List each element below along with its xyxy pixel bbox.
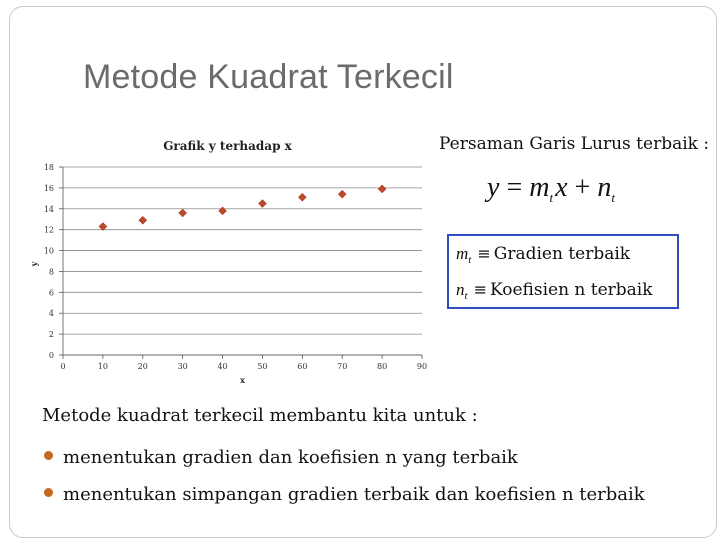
y-tick-label: 16 [43,183,54,193]
chart-title: Grafik y terhadap x [163,139,292,153]
definition-coefficient [456,280,653,302]
equation-heading: Persaman Garis Lurus terbaik : [439,134,710,154]
body-intro: Metode kuadrat terkecil membantu kita untuk : [42,405,478,426]
definition-box [447,234,679,309]
x-tick-label: 40 [217,362,228,371]
data-point [139,216,147,224]
equiv-symbol: ≡ [473,280,487,299]
data-point [378,185,386,193]
x-tick-label: 30 [177,362,188,371]
data-point [298,193,306,201]
def-symbol: $n_t$ [456,280,468,302]
bullet-item: menentukan gradien dan koefisien n yang terbaik [44,447,518,468]
y-tick-label: 2 [48,330,54,340]
data-point [179,209,187,217]
y-tick-label: 0 [48,351,54,360]
eq-m-sub: t [549,190,554,205]
def-symbol: $m_t$ [456,244,472,266]
x-tick-label: 0 [60,362,66,371]
eq-plus: + [574,172,591,203]
eq-y: y [487,172,500,203]
y-tick-label: 14 [43,204,54,214]
x-tick-label: 10 [97,362,108,371]
eq-n: n [597,172,612,203]
x-tick-label: 90 [416,362,428,371]
slide-title: Metode Kuadrat Terkecil [83,58,454,96]
scatter-chart [22,130,442,395]
bullet-dot-icon [44,488,53,497]
y-tick-label: 10 [43,246,54,256]
data-point [258,200,266,208]
bullet-item: menentukan simpangan gradien terbaik dan koefisien n terbaik [44,484,645,505]
def-text: Gradien terbaik [493,244,631,264]
x-tick-label: 60 [297,362,308,371]
data-point [219,207,227,215]
y-tick-label: 6 [48,288,54,298]
chart-svg [22,130,442,395]
eq-equals: = [506,172,523,203]
eq-m: m [529,172,550,203]
definition-gradient [456,244,630,266]
eq-x: x [555,172,568,203]
x-tick-label: 50 [257,362,268,371]
def-text: Koefisien n terbaik [489,280,653,300]
x-axis-label: x [240,375,245,385]
y-tick-label: 18 [43,163,54,172]
y-axis-label: y [29,261,39,267]
bullet-dot-icon [44,451,53,460]
y-tick-label: 12 [43,225,54,235]
data-point [338,190,346,198]
x-tick-label: 70 [337,362,348,371]
x-tick-label: 80 [377,362,388,371]
eq-n-sub: t [611,190,615,205]
y-tick-label: 8 [48,267,54,277]
line-equation [487,172,645,212]
equiv-symbol: ≡ [477,244,491,263]
y-tick-label: 4 [48,309,54,319]
x-tick-label: 20 [137,362,148,371]
